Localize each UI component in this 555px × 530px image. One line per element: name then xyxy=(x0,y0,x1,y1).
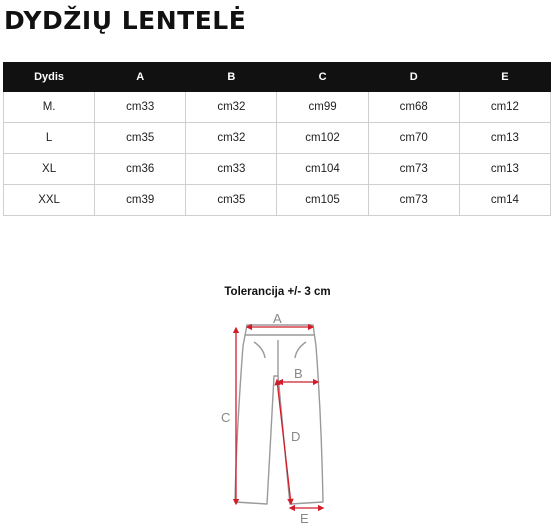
size-cell: L xyxy=(4,123,95,154)
table-cell: cm102 xyxy=(277,123,368,154)
table-cell: cm70 xyxy=(368,123,459,154)
table-cell: cm35 xyxy=(186,185,277,216)
column-header: E xyxy=(459,63,550,92)
table-header-row xyxy=(4,63,551,92)
label-d: D xyxy=(291,429,301,444)
measure-e xyxy=(290,508,323,526)
table-cell: cm68 xyxy=(368,92,459,123)
pants-outline xyxy=(235,325,323,504)
label-c: C xyxy=(221,410,231,425)
label-e: E xyxy=(300,511,309,526)
table-cell: cm13 xyxy=(459,154,550,185)
table-row xyxy=(4,154,551,185)
size-cell: XL xyxy=(4,154,95,185)
table-cell: cm73 xyxy=(368,154,459,185)
measure-b xyxy=(278,366,318,382)
table-row xyxy=(4,123,551,154)
column-header: D xyxy=(368,63,459,92)
column-header: A xyxy=(95,63,186,92)
table-cell: cm33 xyxy=(186,154,277,185)
size-table xyxy=(3,62,551,216)
table-cell: cm36 xyxy=(95,154,186,185)
measure-c xyxy=(221,328,236,504)
column-header: Dydis xyxy=(4,63,95,92)
table-row xyxy=(4,92,551,123)
table-cell: cm73 xyxy=(368,185,459,216)
size-cell: M. xyxy=(4,92,95,123)
table-cell: cm13 xyxy=(459,123,550,154)
table-cell: cm12 xyxy=(459,92,550,123)
table-cell: cm14 xyxy=(459,185,550,216)
size-cell: XXL xyxy=(4,185,95,216)
label-a: A xyxy=(273,311,282,326)
table-cell: cm32 xyxy=(186,123,277,154)
tolerance-note: Tolerancija +/- 3 cm xyxy=(224,286,331,298)
table-cell: cm105 xyxy=(277,185,368,216)
column-header: B xyxy=(186,63,277,92)
table-cell: cm99 xyxy=(277,92,368,123)
table-cell: cm39 xyxy=(95,185,186,216)
table-cell: cm32 xyxy=(186,92,277,123)
column-header: C xyxy=(277,63,368,92)
table-row xyxy=(4,185,551,216)
table-cell: cm35 xyxy=(95,123,186,154)
page-title: DYDŽIŲ LENTELĖ xyxy=(4,6,247,35)
pants-measurement-diagram xyxy=(212,306,342,530)
table-cell: cm104 xyxy=(277,154,368,185)
table-cell: cm33 xyxy=(95,92,186,123)
label-b: B xyxy=(294,366,303,381)
